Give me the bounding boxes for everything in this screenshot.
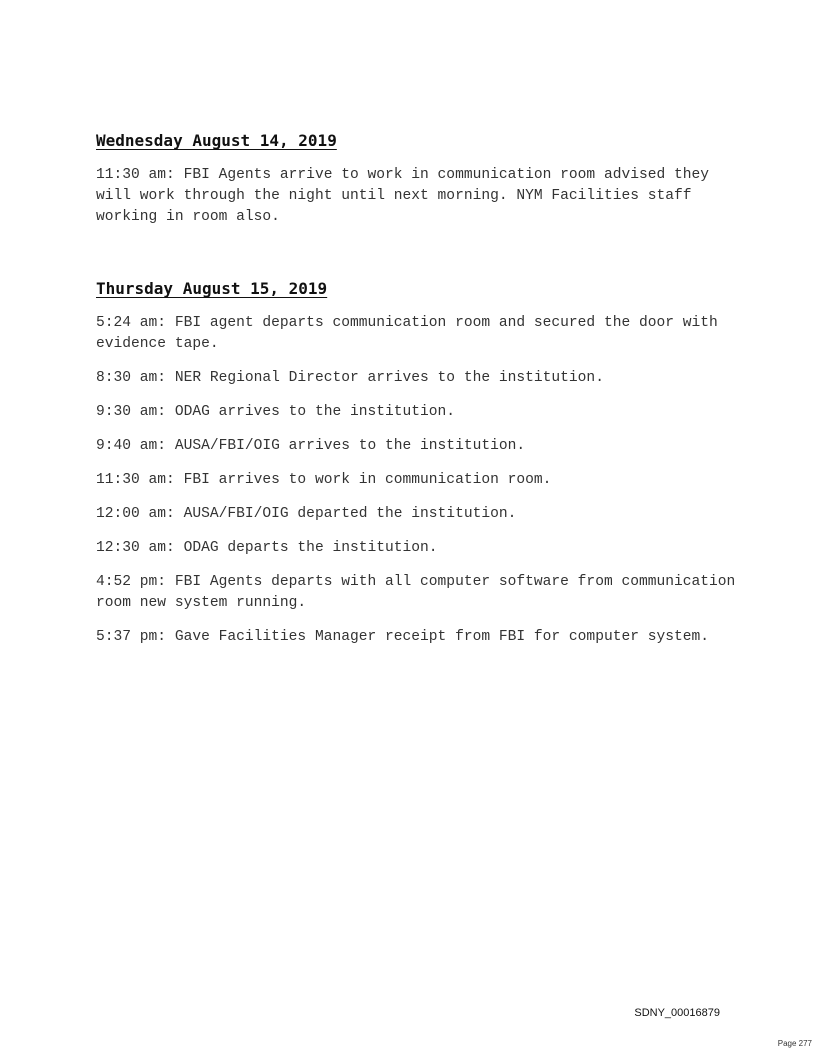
log-entry: 11:30 am: FBI arrives to work in communication room.	[96, 472, 552, 488]
log-entry: 8:30 am: NER Regional Director arrives to the institution.	[96, 370, 604, 386]
log-entry: 5:24 am: FBI agent departs communication room and secured the door with evidence tape.	[96, 315, 718, 352]
log-entry: 4:52 pm: FBI Agents departs with all computer software from communication room new system running.	[96, 574, 736, 611]
log-entry: 5:37 pm: Gave Facilities Manager receipt from FBI for computer system.	[96, 629, 710, 645]
log-entry: 12:00 am: AUSA/FBI/OIG departed the institution.	[96, 506, 517, 522]
log-entry: 9:30 am: ODAG arrives to the institution.	[96, 404, 456, 420]
section-heading: Wednesday August 14, 2019	[96, 131, 337, 150]
bates-number: SDNY_00016879	[634, 1007, 720, 1019]
section-heading: Thursday August 15, 2019	[96, 279, 328, 298]
document-body	[96, 130, 746, 661]
log-entry: 11:30 am: FBI Agents arrive to work in communication room advised they will work through the night until next morning. NYM Facilities staff working in room also.	[96, 167, 710, 225]
log-entry: 9:40 am: AUSA/FBI/OIG arrives to the institution.	[96, 438, 526, 454]
section-wednesday-aug-14	[96, 130, 746, 228]
section-thursday-aug-15	[96, 278, 746, 648]
page-number: Page 277	[777, 1039, 812, 1048]
log-entry: 12:30 am: ODAG departs the institution.	[96, 540, 438, 556]
